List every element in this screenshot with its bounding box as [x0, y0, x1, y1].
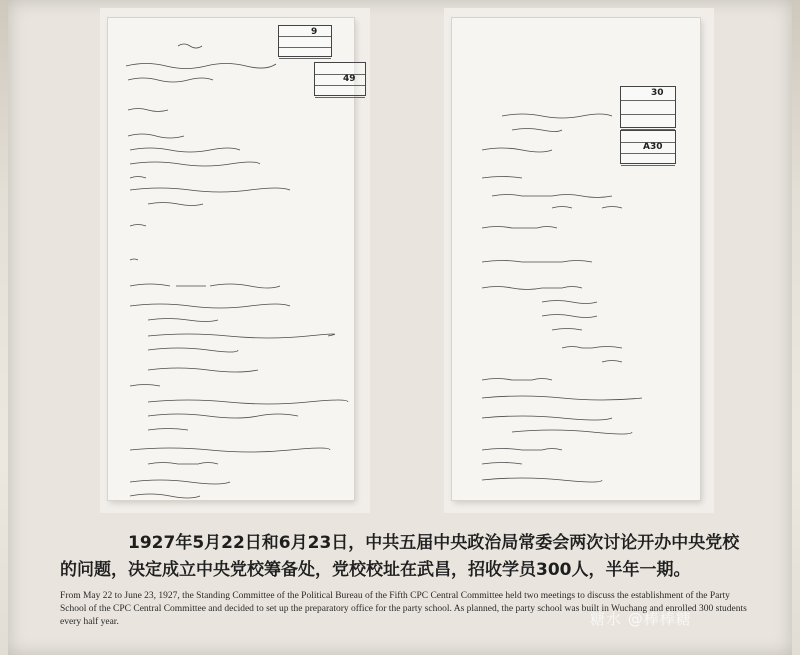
left-stamp-1-number: 9 [311, 27, 318, 37]
left-document [108, 18, 354, 500]
right-stamp-1-number: 30 [651, 88, 664, 98]
caption-english: From May 22 to June 23, 1927, the Standing Committee of the Political Bureau of the Fifth CPC Central Committee held two meetings to discuss the establishment of the Party School of the CPC Central Committee and decided to set up the preparatory office for the party school. As planned, the party school was built in Wuchang and enrolled 300 students every half year. [60, 591, 747, 627]
watermark: 糖水 @棒棒糖 [590, 610, 692, 628]
caption-chinese: 1927年5月22日和6月23日，中共五届中央政治局常委会两次讨论开办中央党校的问题，决定成立中央党校筹备处，党校校址在武昌，招收学员300人，半年一期。 [60, 533, 740, 580]
left-stamp-2-number: 49 [343, 74, 356, 84]
right-handwriting [452, 18, 700, 500]
right-document [452, 18, 700, 500]
left-handwriting [108, 18, 354, 500]
right-stamp-2-number: A30 [643, 142, 663, 152]
